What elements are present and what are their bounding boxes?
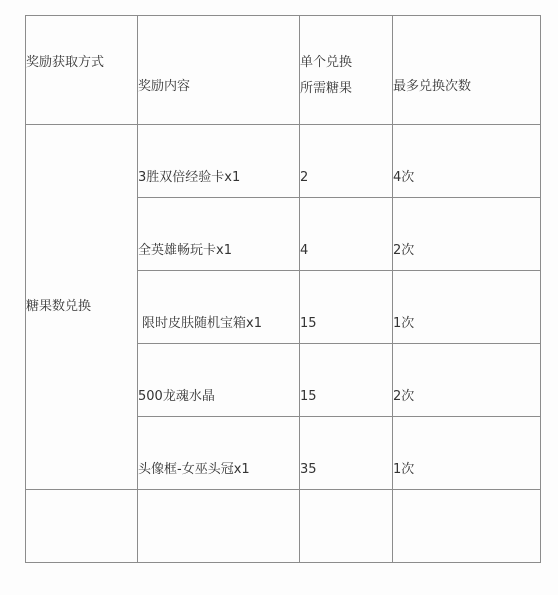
reward-max: 4次 [393,170,415,185]
header-cell-max [393,16,541,125]
group-cell [26,125,138,490]
reward-exchange-table [25,15,541,563]
cell-cost [300,198,393,271]
header-method-label: 奖励获取方式 [26,55,105,70]
header-cost-label-line2: 所需糖果 [300,81,353,96]
reward-name: 3胜双倍经验卡x1 [138,170,241,185]
cell-content [138,417,300,490]
empty-cell [26,490,138,563]
empty-cell [300,490,393,563]
cell-max [393,344,541,417]
cell-content [138,344,300,417]
cell-max [393,198,541,271]
reward-cost: 2 [300,170,309,185]
cell-cost [300,417,393,490]
empty-row [26,490,541,563]
reward-cost: 15 [300,389,317,404]
header-cell-method [26,16,138,125]
header-cell-content [138,16,300,125]
reward-cost: 35 [300,462,317,477]
cell-content [138,198,300,271]
table-row [26,125,541,198]
reward-max: 1次 [393,316,415,331]
reward-max: 2次 [393,389,415,404]
cell-content [138,271,300,344]
empty-cell [138,490,300,563]
header-max-label: 最多兑换次数 [393,79,472,94]
reward-name: 全英雄畅玩卡x1 [138,243,232,258]
reward-name: 500龙魂水晶 [138,389,215,404]
reward-cost: 15 [300,316,317,331]
reward-name: 限时皮肤随机宝箱x1 [142,316,262,331]
header-content-label: 奖励内容 [138,79,191,94]
cell-cost [300,125,393,198]
cell-content [138,125,300,198]
cell-max [393,271,541,344]
cell-cost [300,344,393,417]
reward-max: 1次 [393,462,415,477]
cell-max [393,417,541,490]
header-cost-label-line1: 单个兑换 [300,55,353,70]
group-label: 糖果数兑换 [26,299,92,314]
reward-max: 2次 [393,243,415,258]
header-cell-cost [300,16,393,125]
empty-cell [393,490,541,563]
cell-max [393,125,541,198]
table-header-row [26,16,541,125]
cell-cost [300,271,393,344]
reward-name: 头像框-女巫头冠x1 [138,462,250,477]
reward-cost: 4 [300,243,309,258]
